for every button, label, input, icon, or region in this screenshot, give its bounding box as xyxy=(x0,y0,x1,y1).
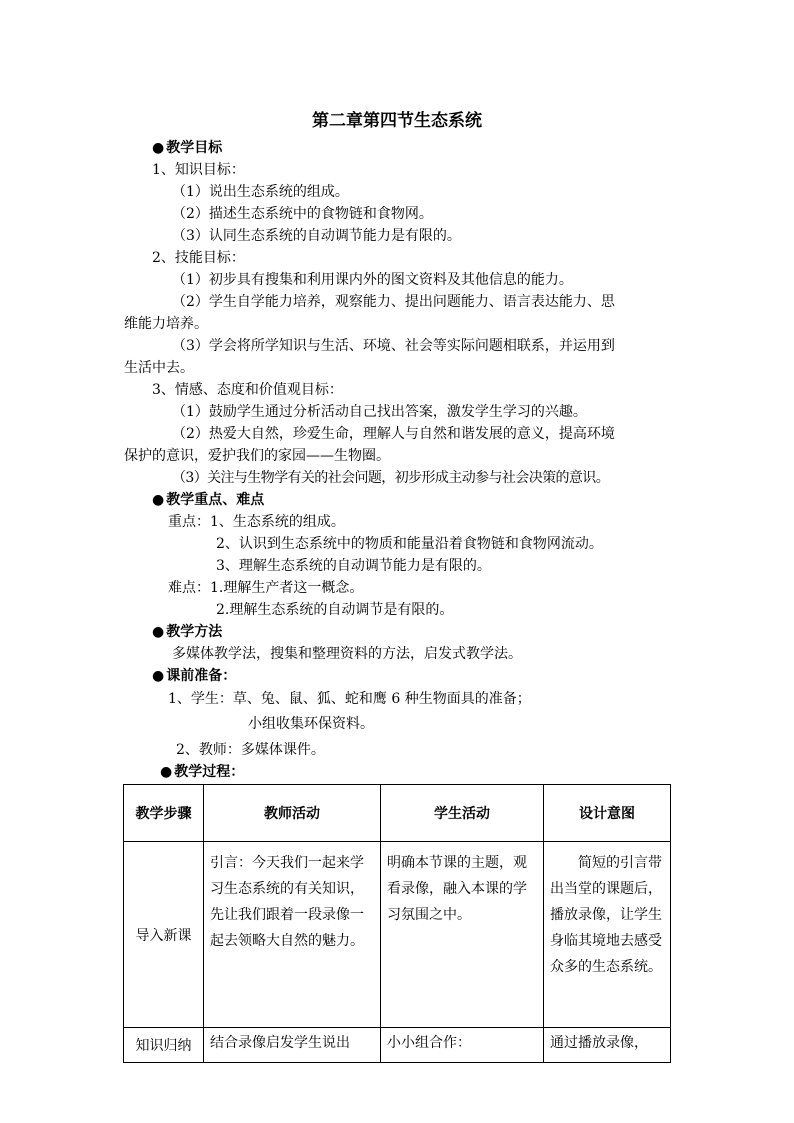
prep-heading: ● 课前准备： xyxy=(152,668,237,684)
step-cell: 导入新课 xyxy=(124,842,204,1028)
key-point: 重点：1、生态系统的组成。 xyxy=(168,514,345,530)
skill-item: （1）初步具有搜集和利用课内外的图文资料及其他信息的能力。 xyxy=(172,272,573,288)
table-row xyxy=(124,842,671,1028)
skill-title: 2、技能目标： xyxy=(152,250,245,266)
emotion-item-cont: 保护的意识，爱护我们的家园——生物圈。 xyxy=(124,448,390,464)
column-header: 设计意图 xyxy=(544,785,671,842)
keypoints-heading: ● 教学重点、难点 xyxy=(152,492,265,508)
column-header: 教学步骤 xyxy=(124,785,204,842)
difficult-point: 2.理解生态系统的自动调节是有限的。 xyxy=(216,602,454,618)
page-title: 第二章第四节生态系统 xyxy=(312,111,482,131)
knowledge-item: （2）描述生态系统中的食物链和食物网。 xyxy=(172,206,433,222)
design-intent-cell: 通过播放录像， xyxy=(544,1028,671,1063)
emotion-title: 3、情感、态度和价值观目标： xyxy=(152,382,343,398)
emotion-item: （3）关注与生物学有关的社会问题，初步形成主动参与社会决策的意识。 xyxy=(172,470,610,486)
methods-heading: ● 教学方法 xyxy=(152,624,223,640)
student-activity-cell: 小小组合作： xyxy=(381,1028,544,1063)
knowledge-item: （3）认同生态系统的自动调节能力是有限的。 xyxy=(172,228,461,244)
student-activity-cell: 明确本节课的主题，观看录像，融入本课的学习氛围之中。 xyxy=(381,842,544,1028)
bullet-icon: ● xyxy=(152,668,165,684)
teacher-activity-cell: 引言：今天我们一起来学习生态系统的有关知识，先让我们跟着一段录像一起去领略大自然的魅力。 xyxy=(204,842,381,1028)
process-heading: ● 教学过程： xyxy=(160,764,245,780)
skill-item-cont: 生活中去。 xyxy=(124,360,194,376)
column-header: 教师活动 xyxy=(204,785,381,842)
step-cell: 知识归纳 xyxy=(124,1028,204,1063)
bullet-icon: ● xyxy=(160,764,173,780)
skill-item: （2）学生自学能力培养，观察能力、提出问题能力、语言表达能力、思 xyxy=(172,294,615,310)
key-point: 2、认识到生态系统中的物质和能量沿着食物链和食物网流动。 xyxy=(216,536,603,552)
emotion-item: （1）鼓励学生通过分析活动自己找出答案，激发学生学习的兴趣。 xyxy=(172,404,587,420)
bullet-icon: ● xyxy=(152,140,165,156)
table-row xyxy=(124,1028,671,1063)
design-intent-cell: 简短的引言带出当堂的课题后，播放录像，让学生身临其境地去感受众多的生态系统。 xyxy=(544,842,671,1028)
difficult-point: 难点：1.理解生产者这一概念。 xyxy=(168,580,364,596)
table-header-row xyxy=(124,785,671,842)
bullet-icon: ● xyxy=(152,492,165,508)
skill-item-cont: 维能力培养。 xyxy=(124,316,208,332)
key-point: 3、理解生态系统的自动调节能力是有限的。 xyxy=(216,558,491,574)
knowledge-item: （1）说出生态系统的组成。 xyxy=(172,184,349,200)
emotion-item: （2）热爱大自然，珍爱生命，理解人与自然和谐发展的意义，提高环境 xyxy=(172,426,615,442)
prep-student: 1、学生：草、兔、鼠、狐、蛇和鹰 6 种生物面具的准备； xyxy=(168,691,531,707)
knowledge-title: 1、知识目标： xyxy=(152,162,245,178)
prep-student-cont: 小组收集环保资料。 xyxy=(248,716,374,732)
methods-text: 多媒体教学法，搜集和整理资料的方法，启发式教学法。 xyxy=(172,646,522,662)
objectives-heading: ● 教学目标 xyxy=(152,140,223,156)
prep-teacher: 2、教师：多媒体课件。 xyxy=(176,742,325,758)
column-header: 学生活动 xyxy=(381,785,544,842)
skill-item: （3）学会将所学知识与生活、环境、社会等实际问题相联系，并运用到 xyxy=(172,338,615,354)
teacher-activity-cell: 结合录像启发学生说出 xyxy=(204,1028,381,1063)
process-table xyxy=(123,784,671,1063)
bullet-icon: ● xyxy=(152,624,165,640)
